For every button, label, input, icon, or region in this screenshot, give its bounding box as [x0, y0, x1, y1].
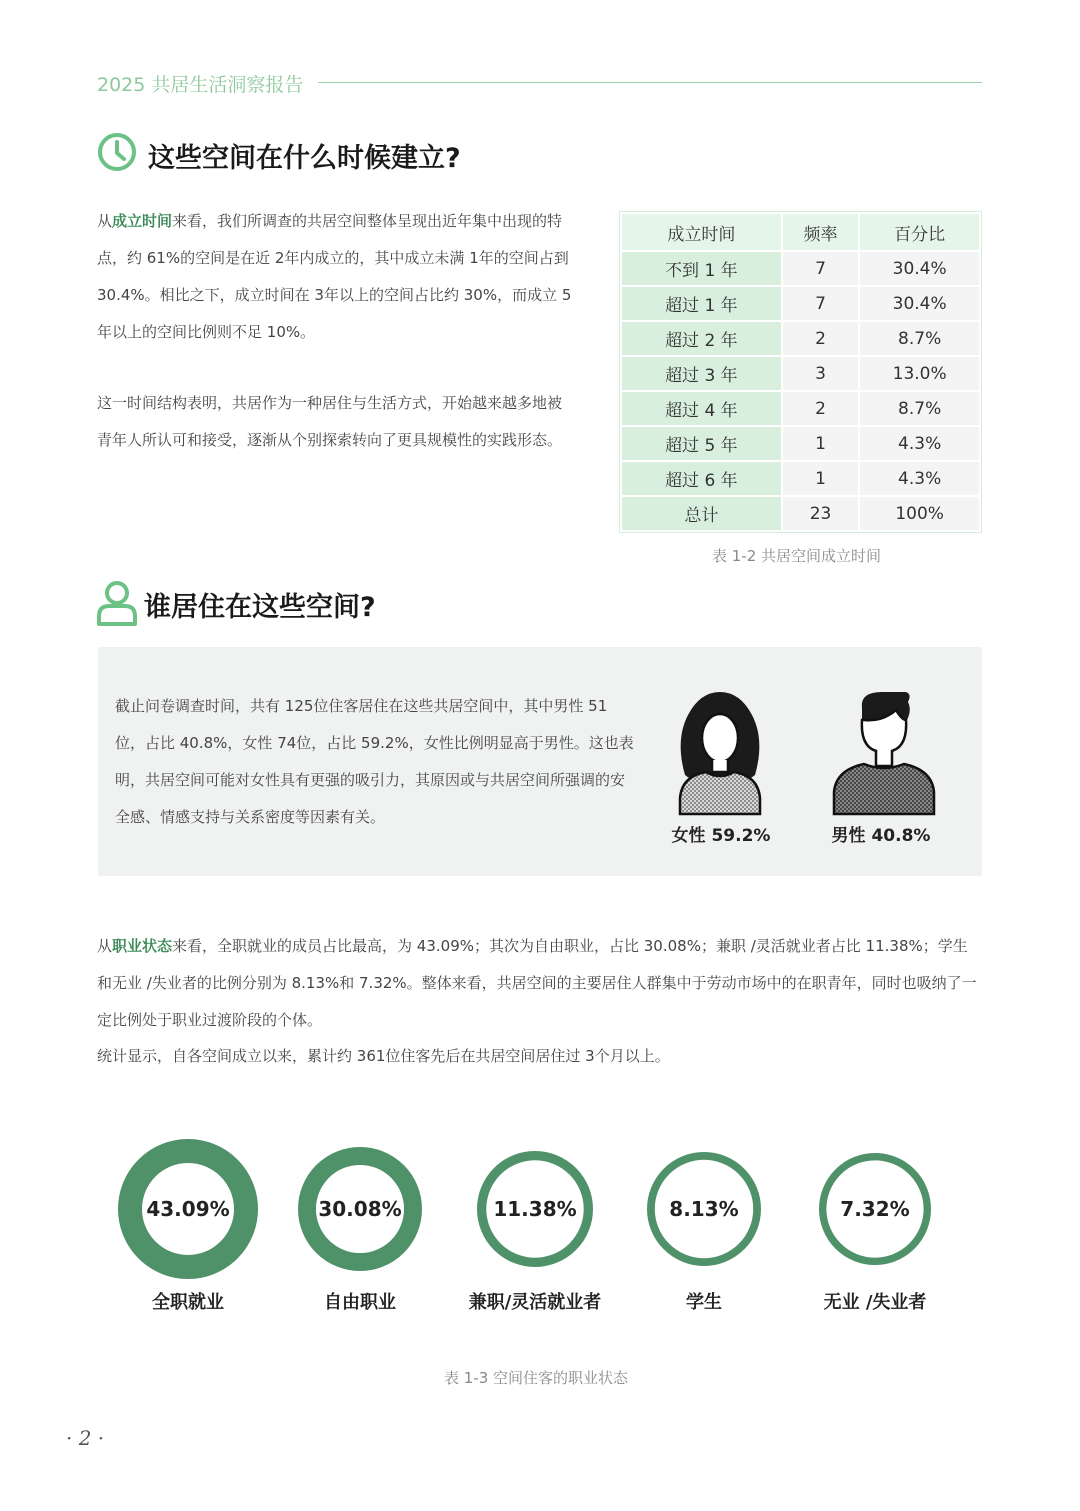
table-row-total: 总计 23 100% — [621, 496, 980, 531]
donut-value-label: 7.32% — [840, 1197, 910, 1221]
table-row: 超过 2 年 2 8.7% — [621, 321, 980, 356]
female-percentage-label: 女性 59.2% — [671, 826, 771, 846]
table-row: 超过 4 年 2 8.7% — [621, 391, 980, 426]
donut-category-label: 学生 — [686, 1292, 722, 1313]
page-number: · 2 · — [66, 1426, 105, 1450]
occupation-paragraph-1: 从职业状态来看，全职就业的成员占比最高，为 43.09%；其次为自由职业，占比 30.08%；兼职 /灵活就业者占比 11.38%；学生和无业 /失业者的比例分别为 8.13%和 7.32%。整体来看，共居空间的主要居住人群集中于劳动市场中的在职青年，同时也吸纳了一定比例处于职业过渡阶段的个体。 — [97, 937, 977, 1029]
table-row: 超过 6 年 1 4.3% — [621, 461, 980, 496]
table-header-time: 成立时间 — [621, 213, 782, 251]
establishment-table — [620, 212, 981, 532]
donut-ring-svg — [817, 1151, 933, 1267]
section-title-residents: 谁居住在这些空间? — [144, 592, 376, 623]
table-header-frequency: 频率 — [782, 213, 860, 251]
table-row: 不到 1 年 7 30.4% — [621, 251, 980, 286]
clock-icon — [97, 132, 137, 172]
occupation-paragraph-2: 统计显示，自各空间成立以来，累计约 361位住客先后在共居空间居住过 3个月以上。 — [97, 1047, 670, 1065]
gender-illustration — [660, 680, 950, 820]
gender-paragraph: 截止问卷调查时间，共有 125位住客居住在这些共居空间中，其中男性 51位，占比 40.8%，女性 74位，占比 59.2%，女性比例明显高于男性。这也表明，共居空间可能对女性具有更强的吸引力，其原因或与共居空间所强调的安全感、情感支持与关系密度等因素有关。 — [115, 697, 634, 826]
donut-ring-svg — [116, 1137, 260, 1281]
donut-category-label: 自由职业 — [324, 1292, 396, 1313]
female-figure-icon — [680, 692, 760, 814]
male-figure-icon — [834, 692, 934, 814]
chart-caption: 表 1-3 空间住客的职业状态 — [444, 1369, 629, 1387]
table-caption: 表 1-2 共居空间成立时间 — [712, 547, 882, 565]
donut-category-label: 全职就业 — [152, 1292, 224, 1313]
donut-category-label: 兼职/灵活就业者 — [468, 1292, 602, 1313]
male-percentage-label: 男性 40.8% — [831, 826, 931, 846]
table-row: 超过 1 年 7 30.4% — [621, 286, 980, 321]
donut-value-label: 11.38% — [493, 1197, 577, 1221]
highlight-term: 职业状态 — [112, 937, 173, 955]
table-row: 超过 5 年 1 4.3% — [621, 426, 980, 461]
report-header-title: 2025 共居生活洞察报告 — [97, 74, 304, 96]
donut-ring-svg — [475, 1149, 595, 1269]
donut-value-label: 8.13% — [669, 1197, 739, 1221]
header-divider — [318, 82, 982, 83]
section-title-establishment: 这些空间在什么时候建立? — [148, 143, 461, 174]
table-header-percent: 百分比 — [859, 213, 980, 251]
establishment-paragraph-2: 这一时间结构表明，共居作为一种居住与生活方式，开始越来越多地被青年人所认可和接受，逐渐从个别探索转向了更具规模性的实践形态。 — [97, 394, 563, 449]
donut-ring-svg — [296, 1145, 424, 1273]
donut-ring-svg — [645, 1150, 763, 1268]
donut-value-label: 43.09% — [146, 1197, 230, 1221]
donut-category-label: 无业 /失业者 — [823, 1292, 927, 1313]
person-icon — [96, 580, 138, 626]
highlight-term: 成立时间 — [112, 212, 173, 230]
table-row: 超过 3 年 3 13.0% — [621, 356, 980, 391]
establishment-paragraph-1: 从成立时间来看，我们所调查的共居空间整体呈现出近年集中出现的特点，约 61%的空间是在近 2年内成立的，其中成立未满 1年的空间占到 30.4%。相比之下，成立时间在 3年以上的空间占比约 30%，而成立 5年以上的空间比例则不足 10%。 — [97, 212, 572, 341]
donut-value-label: 30.08% — [318, 1197, 402, 1221]
